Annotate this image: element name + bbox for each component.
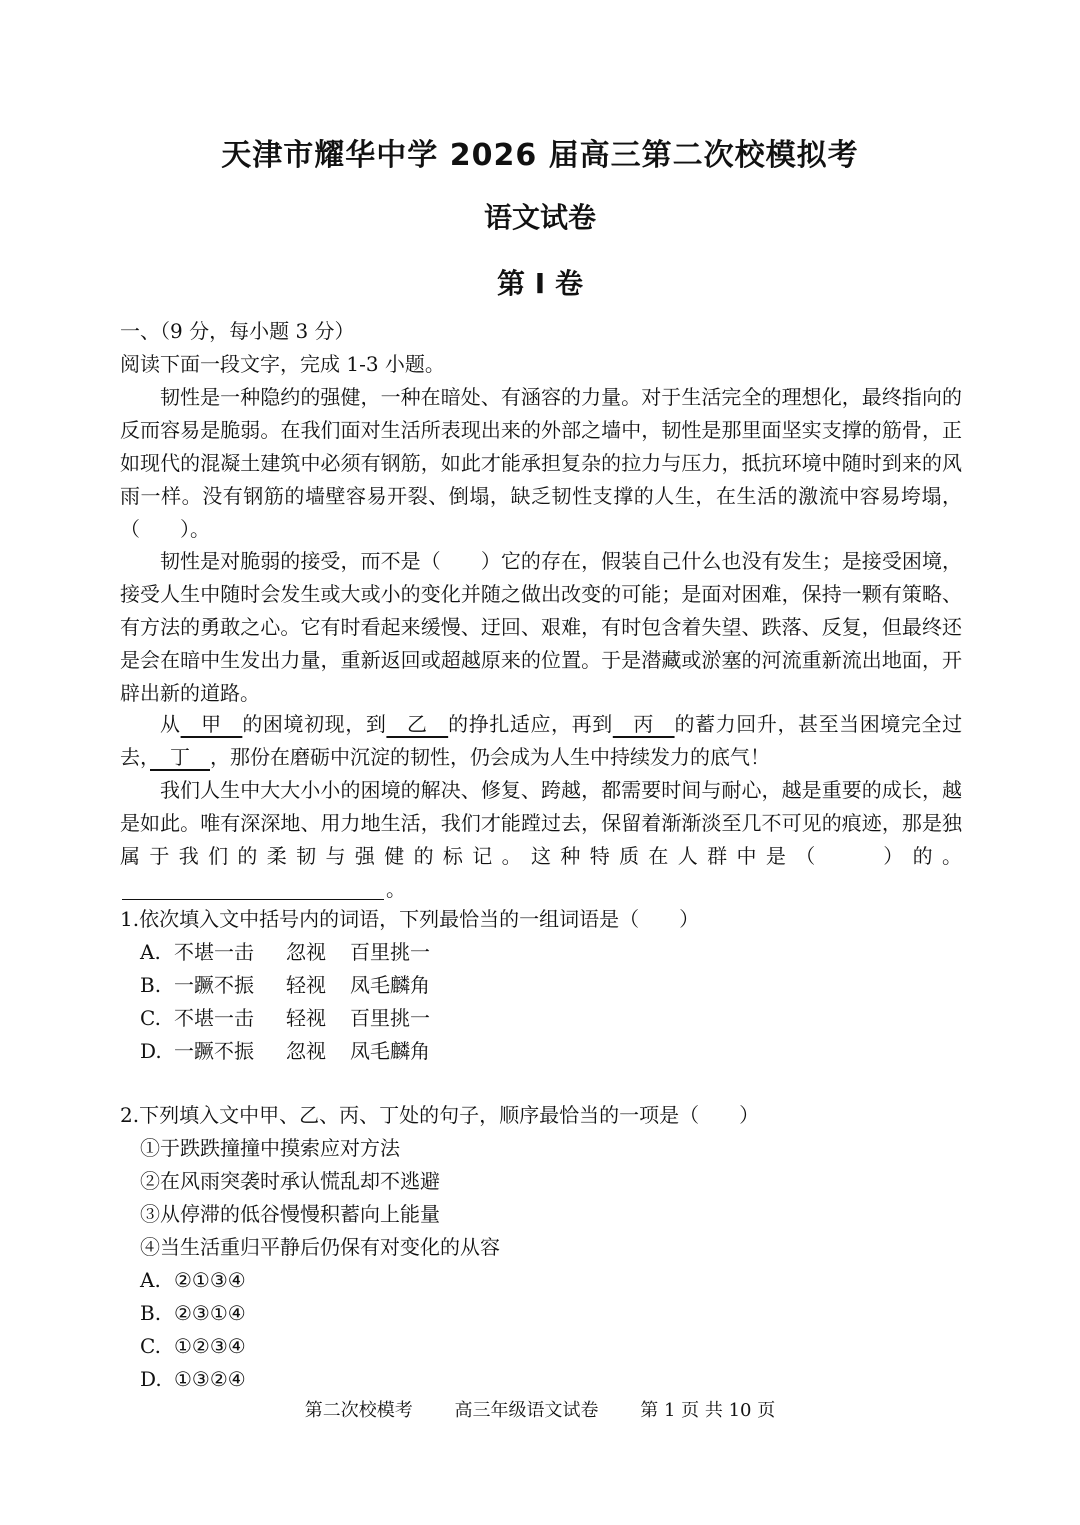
footer-page-number: 第 1 页 共 10 页 [640, 1400, 776, 1421]
question-2-option-b: B. ②③①④ [140, 1301, 246, 1325]
question-1-stem: 1.依次填入文中括号内的词语，下列最恰当的一组词语是（ ） [120, 907, 700, 931]
volume-heading: 第 I 卷 [497, 267, 583, 300]
footer-paper: 高三年级语文试卷 [454, 1400, 599, 1421]
footer-exam: 第二次校模考 [304, 1400, 413, 1421]
passage-paragraph-4: 我们人生中大大小小的困境的解决、修复、跨越，都需要时间与耐心，越是重要的成长，越是如此。唯有深深地、用力地生活，我们才能蹚过去，保留着渐渐淡至几不可见的痕迹，那是独属于我们的柔韧与强健的标记。这种特质在人群中是（ ）的。。 [120, 778, 962, 901]
blank-yi: 乙 [386, 712, 449, 736]
exam-title: 天津市耀华中学 2026 届高三第二次校模拟考 [221, 138, 859, 173]
question-2-option-c: C. ①②③④ [140, 1334, 246, 1358]
question-2-sentence-1: ①于跌跌撞撞中摸索应对方法 [140, 1136, 400, 1160]
question-2-sentence-4: ④当生活重归平静后仍保有对变化的从容 [140, 1235, 500, 1259]
question-2-option-d: D. ①③②④ [140, 1367, 246, 1391]
blank-jia: 甲 [180, 712, 243, 736]
page-footer [0, 1396, 1080, 1422]
question-2-stem: 2.下列填入文中甲、乙、丙、丁处的句子，顺序最恰当的一项是（ ） [120, 1103, 760, 1127]
question-2-option-a: A. ②①③④ [140, 1268, 246, 1292]
blank-bing: 丙 [612, 712, 675, 736]
section-instruction: 阅读下面一段文字，完成 1-3 小题。 [120, 352, 445, 376]
question-2-sentence-2: ②在风雨突袭时承认慌乱却不逃避 [140, 1169, 440, 1193]
question-1-option-a: A. 不堪一击 忽视 百里挑一 [140, 940, 430, 964]
paper-subtitle: 语文试卷 [483, 201, 596, 234]
answer-blank-line [122, 877, 384, 900]
question-1-option-b: B. 一蹶不振 轻视 凤毛麟角 [140, 973, 430, 997]
passage-paragraph-3: 从 甲 的困境初现，到 乙 的挣扎适应，再到 丙 的蓄力回升，甚至当困境完全过去， 丁 ，那份在磨砺中沉淀的韧性，仍会成为人生中持续发力的底气！ [120, 712, 963, 769]
blank-ding: 丁 [150, 745, 210, 769]
passage-paragraph-2: 韧性是对脆弱的接受，而不是（ ）它的存在，假装自己什么也没有发生；是接受困境，接受人生中随时会发生或大或小的变化并随之做出改变的可能；是面对困难，保持一颗有策略、有方法的勇敢之心。它有时看起来缓慢、迂回、艰难，有时包含着失望、跌落、反复，但最终还是会在暗中生发出力量，重新返回或超越原来的位置。于是潜藏或淤塞的河流重新流出地面，开辟出新的道路。 [120, 549, 962, 705]
question-1-option-c: C. 不堪一击 轻视 百里挑一 [140, 1006, 430, 1030]
section-heading: 一、（9 分，每小题 3 分） [120, 319, 355, 343]
passage-paragraph-1: 韧性是一种隐约的强健，一种在暗处、有涵容的力量。对于生活完全的理想化，最终指向的反而容易是脆弱。在我们面对生活所表现出来的外部之墙中，韧性是那里面坚实支撑的筋骨，正如现代的混凝土建筑中必须有钢筋，如此才能承担复杂的拉力与压力，抵抗环境中随时到来的风雨一样。没有钢筋的墙壁容易开裂、倒塌，缺乏韧性支撑的人生，在生活的激流中容易垮塌，（ ）。 [120, 385, 962, 541]
question-2-sentence-3: ③从停滞的低谷慢慢积蓄向上能量 [140, 1202, 440, 1226]
question-1-option-d: D. 一蹶不振 忽视 凤毛麟角 [140, 1039, 430, 1063]
